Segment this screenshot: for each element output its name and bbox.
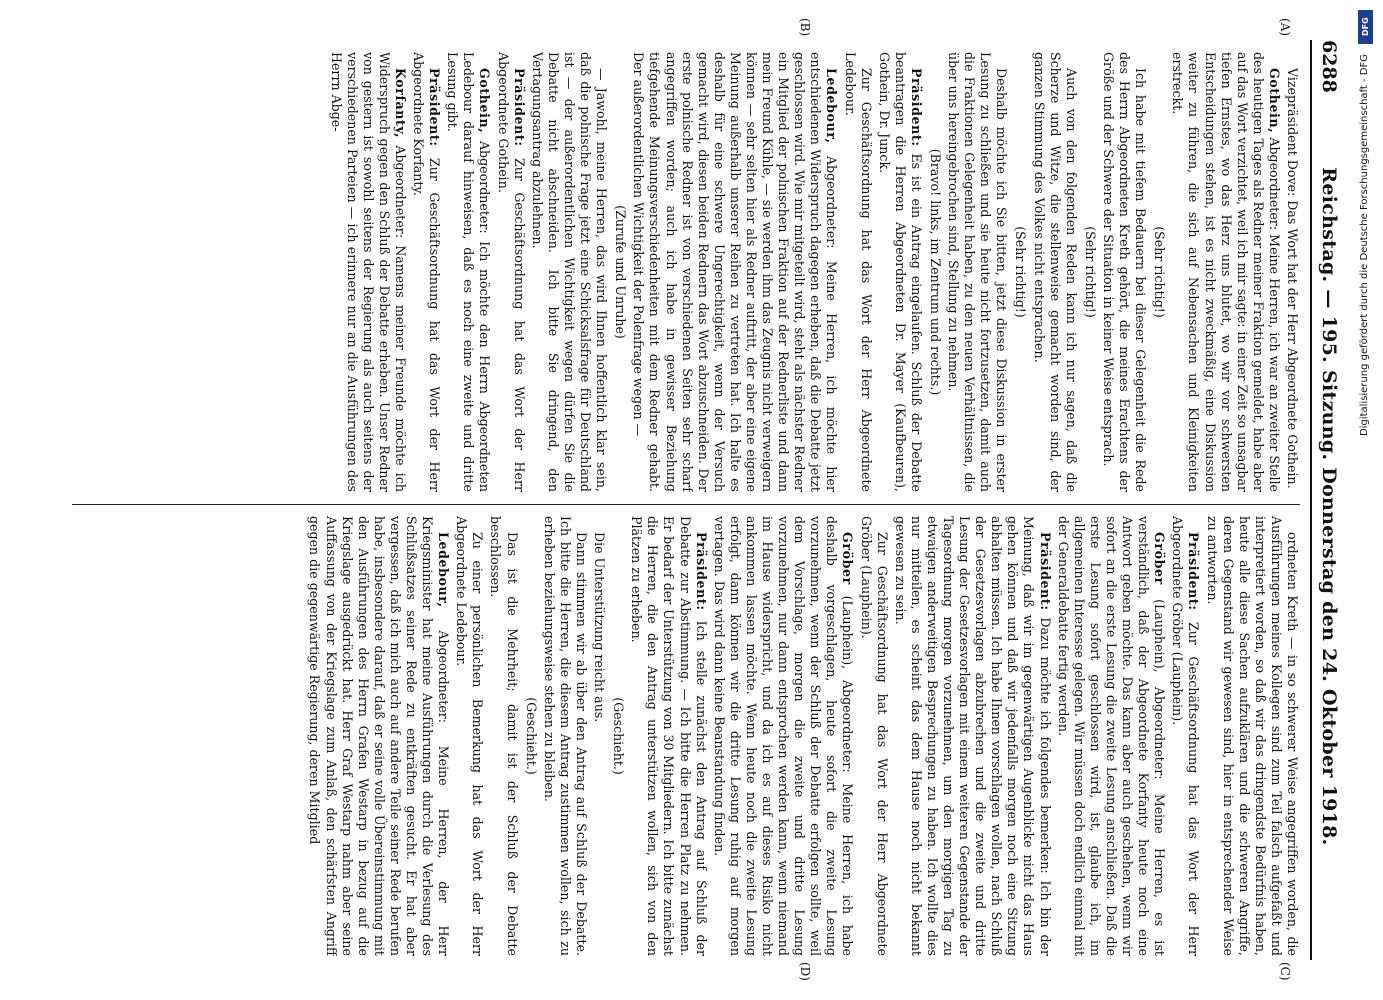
paragraph-text: Abgeordneter: Meine Herren, der Herr Kriegsminister hat meine Ausführungen durch die Verlesung des Schlußsatzes seiner Rede zu entkräften gesucht. Er hat aber vergessen, daß ich mich auch auf andere Teile seiner Rede berufen habe, insbesondere darauf, daß er seine volle Übereinstimmung mit den Ausführungen des Herrn Grafen Westarp in bezug auf die Kriegslage ausgedrückt hat. Herr Graf Westarp nahm aber seine Auffassung von der Kriegslage zum Anlaß, den schärfsten Angriff gegen die gegenwärtige Regierung, deren Mitglied	[307, 516, 452, 956]
paragraph	[876, 52, 924, 492]
paragraph	[453, 516, 485, 956]
paragraph-text: Vizepräsident Dove: Das Wort hat der Herr Abgeordnete Gothein.	[1285, 68, 1300, 489]
paragraph-text: Zur Geschäftsordnung hat das Wort der Herr Abgeordnete Gröber (Lauphein).	[858, 516, 890, 956]
page-header	[1310, 40, 1346, 960]
speaker-name: Gröber	[1152, 532, 1168, 585]
paragraph-text: (Lauphein), Abgeordneter: Meine Herren, ich habe deshalb vorgeschlagen, heute sofort die zweite Lesung vorzunehmen, wenn der Schluß der Debatte erfolgen sollte, weil dem Vorschlage, morgen die zweite und dritte Lesung vorzunehmen, nur dann entsprochen werden kann, wenn niemand im Hause widerspricht, und da ich es auf dieses Risiko nicht ankommen lassen möchte. Wenn heute noch die zweite Lesung erfolgt, dann können wir die dritte Lesung ruhig auf morgen vertagen. Das wird dann keine Beanstandung finden.	[711, 516, 856, 956]
paragraph	[711, 516, 856, 956]
speaker-name: Korfanty,	[393, 68, 409, 139]
paragraph	[591, 516, 607, 956]
page-number: 6288	[1318, 40, 1340, 93]
margin-letter-b: (B)	[798, 18, 812, 37]
paragraph-text: Ich stelle zunächst den Antrag auf Schluß der Debatte zur Abstimmung. — Ich bitte die Herren Platz zu nehmen. Er bedarf der Unterstützung von 30 Mitgliedern. Ich bitte zunächst die Herren, die den Antrag unterstützen wollen, sich von den Plätzen zu erheben.	[629, 516, 709, 956]
paragraph	[1100, 52, 1148, 492]
speaker-name: Ledebour,	[436, 532, 452, 608]
paragraph	[1284, 52, 1300, 492]
paragraph-text: Dazu möchte ich folgendes bemerken: Ich bin der Meinung, daß wir im gegenwärtigen Augenblicke nicht das Haus gehen können und daß wir jedenfalls morgen noch eine Sitzung abhalten müssen. Ich habe Ihnen vorschlagen wollen, nach Schluß der Gesetzesvorlagen abzubrechen und die zweite und dritte Lesung der Gesetzesvorlagen mit einem weiteren Gegenstande der Tagesordnung morgen vorzunehmen, um den morgigen Tag zu etwaigen anderweitigen Besprechungen zu haben. Ich wollte dies nur mitteilen, es scheint das dem Hause noch nicht bekannt gewesen zu sein.	[892, 516, 1053, 956]
paragraph-text: Abgeordneter: Meine Herren, ich war an zweiter Stelle des heutigen Tages als Redner meiner Fraktion gemeldet, habe aber auf das Wort verzichtet, weil ich mir sagte: in einer Zeit so unsagbar tiefen Ernstes, wo das Herz uns blutet, wo wir vor schwersten Entscheidungen stehen, ist es nicht zweckmäßig, eine Diskussion weiter zu führen, die sich auf Nebensachen und Kleinigkeiten erstreckt.	[1170, 52, 1282, 492]
paragraph-text: Zur Geschäftsordnung hat das Wort der Herr Abgeordnete Korfanty.	[411, 52, 443, 492]
paragraph	[1203, 516, 1300, 956]
paragraph	[328, 52, 408, 492]
column-divider	[72, 504, 1300, 505]
interjection: (Sehr richtig!)	[1013, 226, 1029, 318]
paragraph	[1031, 52, 1079, 492]
interjection: (Zurufe und Unruhe)	[613, 205, 629, 339]
speaker-name: Präsident:	[511, 68, 527, 147]
paragraph-text: Abgeordneter: Meine Herren, ich möchte hier entschiedenen Widerspruch dagegen erheben, daß die Debatte jetzt geschlossen wird. Wie mir mitgeteilt wird, steht als nächster Redner ein Mitglied der polnischen Fraktion auf der Rednerliste und dann mein Freund Kühle, — sie werden ihm das Zeugnis nicht verweigern können — sehr selten hier als Redner auftritt, der aber eine eigene Meinung außerhalb unserer Reihen zu vertreten hat. Ich halte es deshalb für eine schwere Ungerechtigkeit, wenn der Versuch gemacht wird, diesen beiden Rednern das Wort abzuschneiden. Der erste polnische Redner ist von verschiedenen Seiten sehr scharf angegriffen worden; auch ich habe in gewisser Beziehung tiefgehende Meinungsverschiedenheiten mit dem Redner gehabt. Der außerordentlichen Wichtigkeit der Polenfrage wegen —	[631, 52, 840, 492]
paragraph	[1055, 516, 1168, 956]
speaker-name: Gothein,	[477, 68, 493, 134]
paragraph	[410, 52, 442, 492]
speaker-name: Ledebour,	[824, 68, 840, 144]
margin-letter-c: (C)	[1278, 962, 1292, 981]
paragraph	[628, 516, 708, 956]
rotated-page	[52, 0, 1352, 1000]
paragraph	[1169, 516, 1201, 956]
speaker-name: Präsident:	[1186, 532, 1202, 611]
interjection: (Sehr richtig!)	[1152, 226, 1168, 318]
paragraph	[529, 52, 609, 492]
paragraph-text: Deshalb möchte ich Sie bitten, jetzt diese Diskussion in erster Lesung zu schließen und sie heute nicht fortzusetzen, damit auch die Fraktionen Gelegenheit haben, zu den neuen Verhältnissen, die über uns hereingebrochen sind, Stellung zu nehmen.	[946, 52, 1010, 492]
paragraph	[306, 516, 451, 956]
speaker-name: Präsident:	[693, 532, 709, 611]
paragraph-text: Zur Geschäftsordnung hat das Wort der Herr Abgeordnete Ledebour.	[842, 52, 874, 492]
speaker-name: Gröber	[840, 532, 856, 585]
margin-letter-d: (D)	[798, 962, 812, 981]
paragraph-text: (Lauphein), Abgeordneter: Meine Herren, es ist verständlich, daß der Abgeordnete Korfanty heute noch eine Antwort geben möchte. Das kann aber auch geschehen, wenn wir sofort an die erste Lesung die zweite Lesung anschließen. Daß die erste Lesung sofort geschlossen wird, ist, glaube ich, im allgemeinen Interesse gelegen. Wir müssen doch endlich einmal mit der Generaldebatte fertig werden.	[1055, 516, 1168, 956]
paragraph	[841, 52, 873, 492]
paragraph-text: Zu einer persönlichen Bemerkung hat das Wort der Herr Abgeordnete Ledebour.	[454, 516, 486, 956]
digitization-note	[1356, 10, 1376, 990]
speaker-name: Gothein,	[1266, 68, 1282, 134]
paragraph-text: Dann stimmen wir ab über den Antrag auf Schluß der Debatte. Ich bitte die Herren, die diesem Antrag zustimmen wollen, sich zu erheben beziehungsweise stehen zu bleiben.	[541, 516, 589, 956]
paragraph-text: Ich habe mit tiefem Bedauern bei dieser Gelegenheit die Rede des Herrn Abgeordneten Kreth gehört, die meines Erachtens der Größe und der Schwere der Situation in keiner Weise entsprach.	[1100, 52, 1149, 492]
digitization-text: Digitalisierung gefördert durch die Deutsche Forschungsgemeinschaft - DFG	[1359, 54, 1370, 437]
paragraph-text: Das ist die Mehrheit; damit ist der Schluß der Debatte beschlossen.	[488, 516, 520, 956]
page-title: Reichstag. — 195. Sitzung. Donnerstag den 24. Oktober 1918.	[1318, 167, 1340, 846]
interjection: (Sehr richtig!)	[1082, 226, 1098, 318]
speaker-name: Präsident:	[1037, 532, 1053, 611]
speaker-name: Präsident:	[908, 68, 924, 147]
right-column	[72, 516, 1300, 956]
paragraph-text: Die Unterstützung reicht aus.	[592, 532, 608, 723]
paragraph	[857, 516, 889, 956]
paragraph	[444, 52, 492, 492]
interjection: (Geschieht.)	[523, 697, 539, 775]
interjection: (Geschieht.)	[611, 697, 627, 775]
paragraph-text: ordneten Kreth — in so schwerer Weise angegriffen worden, die Ausführungen meines Kollegen sind zum Teil falsch aufgefaßt und interpretiert worden, so daß wir das dringendste Bedürfnis haben, heute alle diese Sachen aufzuklären und die schweren Angriffe, deren Gegenstand wir gewesen sind, hier in entsprechender Weise zu antworten.	[1204, 516, 1300, 956]
left-column	[72, 52, 1300, 492]
paragraph-text: Abgeordneter: Namens meiner Freunde möchte ich Widerspruch gegen den Schluß der Debatte erheben. Unser Redner von gestern ist sowohl seitens der Regierung als auch seitens der verschiedenen Parteien — ich erinnere nur an die Ausführungen des Herrn Abge-	[328, 52, 409, 492]
paragraph	[495, 52, 527, 492]
paragraph	[487, 516, 519, 956]
speaker-name: Präsident:	[427, 68, 443, 147]
interjection: (Bravo! links, im Zentrum und rechts.)	[928, 148, 944, 396]
paragraph	[945, 52, 1009, 492]
paragraph	[1169, 52, 1282, 492]
paragraph-text: — Jawohl, meine Herren, das wird Ihnen hoffentlich klar sein, daß die polnische Frage jetzt eine Schicksalsfrage für Deutschland ist — der außerordentlichen Wichtigkeit wegen dürfen Sie die Debatte nicht abschneiden. Ich bitte Sie dringend, den Vertagungsantrag abzulehnen.	[529, 52, 610, 492]
paragraph	[892, 516, 1053, 956]
paragraph	[630, 52, 839, 492]
margin-letter-a: (A)	[1278, 18, 1292, 37]
paragraph-text: Zur Geschäftsordnung hat das Wort der Herr Abgeordnete Gothein.	[495, 52, 527, 492]
paragraph-text: Es ist ein Antrag eingelaufen. Schluß der Debatte beantragen die Herren Abgeordneten Dr. Mayer (Kaufbeuren), Gothein, Dr. Junck.	[876, 52, 924, 492]
paragraph-text: Abgeordneter: Ich möchte den Herrn Abgeordneten Ledebour darauf hinweisen, daß es noch eine zweite und dritte Lesung gibt.	[445, 52, 493, 492]
paragraph-text: Zur Geschäftsordnung hat das Wort der Herr Abgeordnete Gröber (Lauphein).	[1170, 516, 1202, 956]
dfg-logo: DFG	[1358, 10, 1373, 44]
paragraph-text: Auch von den folgenden Reden kann ich nur sagen, daß die Scherze und Witze, die stellenweise gemacht worden sind, der ganzen Stimmung des Volkes nicht entsprachen.	[1031, 52, 1079, 492]
paragraph	[541, 516, 589, 956]
